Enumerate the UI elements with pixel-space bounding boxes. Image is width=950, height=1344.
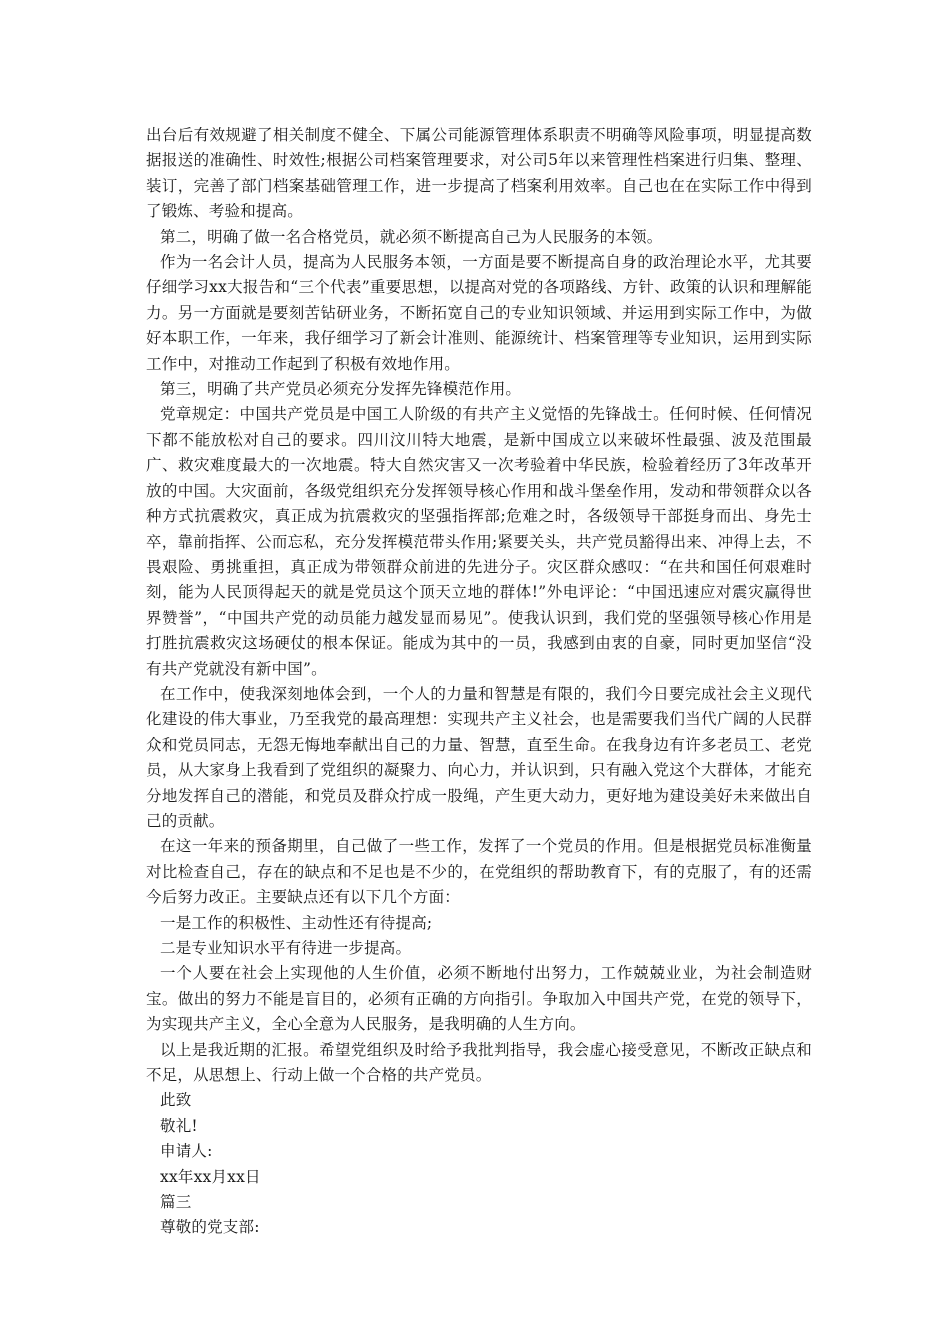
document-page bbox=[146, 123, 812, 1241]
paragraph-3: 作为一名会计人员，提高为人民服务本领，一方面是要不断提高自身的政治理论水平，尤其要仔细学习xx大报告和“三个代表”重要思想，以提高对党的各项路线、方针、政策的认识和理解能力。另一方面就是要刻苦钻研业务，不断拓宽自己的专业知识领域、并运用到实际工作中，为做好本职工作，一年来，我仔细学习了新会计准则、能源统计、档案管理等专业知识，运用到实际工作中，对推动工作起到了积极有效地作用。 bbox=[146, 253, 812, 373]
paragraph-7: 在这一年来的预备期里，自己做了一些工作，发挥了一个党员的作用。但是根据党员标准衡量对比检查自己，存在的缺点和不足也是不少的，在党组织的帮助教育下，有的克服了，有的还需今后努力改正。主要缺点还有以下几个方面： bbox=[146, 837, 812, 907]
applicant-label: 申请人: bbox=[160, 1142, 213, 1161]
paragraph-1: 出台后有效规避了相关制度不健全、下属公司能源管理体系职责不明确等风险事项，明显提高数据报送的准确性、时效性;根据公司档案管理要求，对公司5年以来管理性档案进行归集、整理、装订，完善了部门档案基础管理工作，进一步提高了档案利用效率。自己也在在实际工作中得到了锻炼、考验和提高。 bbox=[146, 126, 812, 221]
closing-regards: 敬礼! bbox=[160, 1116, 198, 1135]
next-greeting: 尊敬的党支部: bbox=[160, 1218, 260, 1237]
paragraph-2: 第二，明确了做一名合格党员，就必须不断提高自己为人民服务的本领。 bbox=[160, 227, 663, 246]
closing-salutation: 此致 bbox=[160, 1091, 192, 1110]
paragraph-11: 以上是我近期的汇报。希望党组织及时给予我批判指导，我会虚心接受意见，不断改正缺点和不足，从思想上、行动上做一个合格的共产党员。 bbox=[146, 1040, 812, 1085]
paragraph-6: 在工作中，使我深刻地体会到，一个人的力量和智慧是有限的，我们今日要完成社会主义现代化建设的伟大事业，乃至我党的最高理想：实现共产主义社会，也是需要我们当代广阔的人民群众和党员同志，无怨无悔地奉献出自己的力量、智慧，直至生命。在我身边有许多老员工、老党员，从大家身上我看到了党组织的凝聚力、向心力，并认识到，只有融入党这个大群体，才能充分地发挥自己的潜能，和党员及群众拧成一股绳，产生更大动力，更好地为建设美好未来做出自己的贡献。 bbox=[146, 684, 812, 830]
paragraph-4: 第三，明确了共产党员必须充分发挥先锋模范作用。 bbox=[160, 380, 522, 399]
paragraph-10: 一个人要在社会上实现他的人生价值，必须不断地付出努力，工作兢兢业业，为社会制造财宝。做出的努力不能是盲目的，必须有正确的方向指引。争取加入中国共产党，在党的领导下，为实现共产主义，全心全意为人民服务，是我明确的人生方向。 bbox=[146, 964, 812, 1034]
paragraph-5: 党章规定：中国共产党员是中国工人阶级的有共产主义觉悟的先锋战士。任何时候、任何情况下都不能放松对自己的要求。四川汶川特大地震，是新中国成立以来破坏性最强、波及范围最广、救灾难度最大的一次地震。特大自然灾害又一次考验着中华民族，检验着经历了3年改革开放的中国。大灾面前，各级党组织充分发挥领导核心作用和战斗堡垒作用，发动和带领群众以各种方式抗震救灾，真正成为抗震救灾的坚强指挥部;危难之时，各级领导干部挺身而出、身先士卒，靠前指挥、公而忘私，充分发挥模范带头作用;紧要关头，共产党员豁得出来、冲得上去，不畏艰险、勇挑重担，真正成为带领群众前进的先进分子。灾区群众感叹：“在共和国任何艰难时刻，能为人民顶得起天的就是党员这个顶天立地的群体!”外电评论：“中国迅速应对震灾赢得世界赞誉”，“中国共产党的动员能力越发显而易见”。使我认识到，我们党的坚强领导核心作用是打胜抗震救灾这场硬仗的根本保证。能成为其中的一员，我感到由衷的自豪，同时更加坚信“没有共产党就没有新中国”。 bbox=[146, 405, 812, 678]
paragraph-8: 一是工作的积极性、主动性还有待提高; bbox=[160, 913, 433, 932]
paragraph-9: 二是专业知识水平有待进一步提高。 bbox=[160, 939, 412, 957]
section-heading: 篇三 bbox=[160, 1193, 192, 1212]
date-line: xx年xx月xx日 bbox=[160, 1167, 261, 1186]
